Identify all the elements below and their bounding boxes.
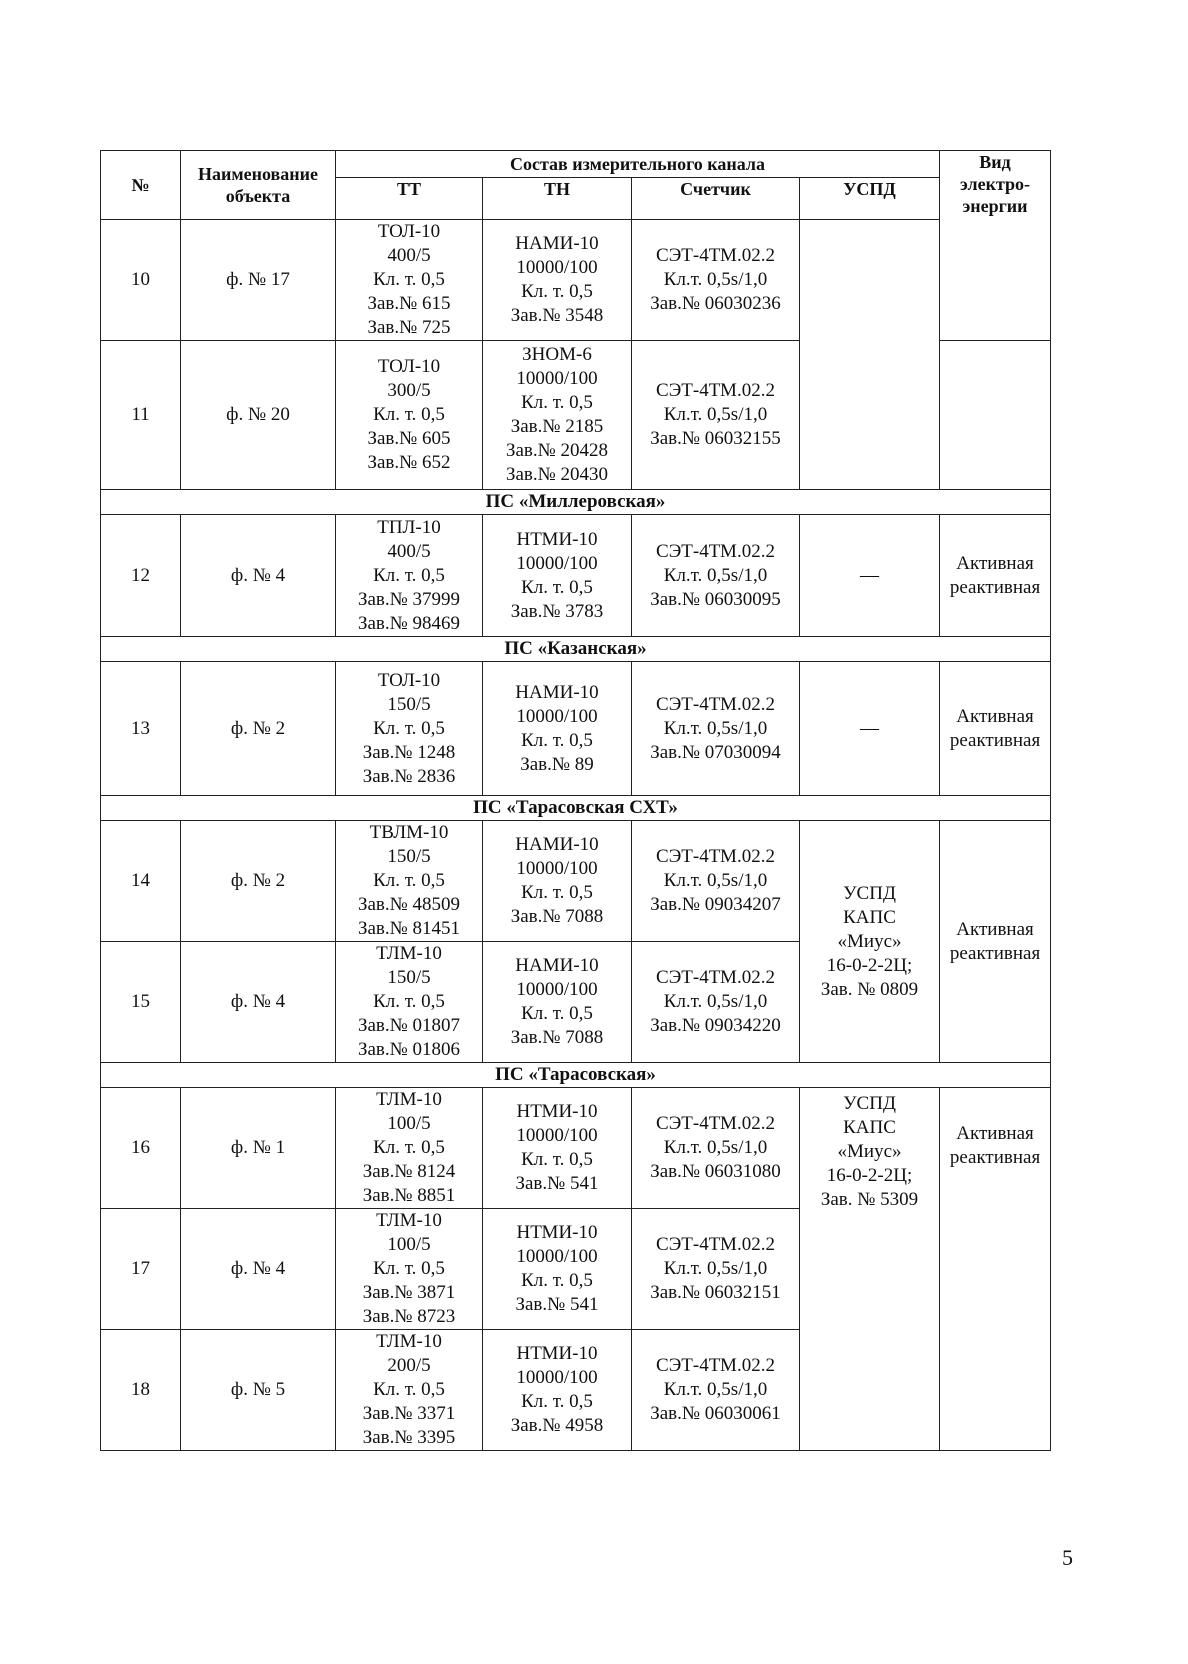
row-object: ф. № 17 — [181, 220, 336, 341]
row-energy: Активная реактивная — [940, 1088, 1051, 1451]
row-energy: Активная реактивная — [940, 515, 1051, 637]
row-meter: СЭТ-4ТМ.02.2 Кл.т. 0,5s/1,0 Зав.№ 06032155 — [632, 341, 800, 490]
row-uspd: — — [800, 662, 940, 796]
row-meter: СЭТ-4ТМ.02.2 Кл.т. 0,5s/1,0 Зав.№ 09034207 — [632, 821, 800, 942]
header-tn: ТН — [483, 178, 632, 220]
header-tt: ТТ — [336, 178, 483, 220]
group-title: ПС «Тарасовская СХТ» — [101, 796, 1051, 821]
row-num: 17 — [101, 1209, 181, 1330]
row-tn: ЗНОМ-6 10000/100 Кл. т. 0,5 Зав.№ 2185 Зав.№ 20428 Зав.№ 20430 — [483, 341, 632, 490]
measurement-channels-table — [100, 150, 1051, 1451]
row-tt: ТПЛ-10 400/5 Кл. т. 0,5 Зав.№ 37999 Зав.№ 98469 — [336, 515, 483, 637]
row-object: ф. № 4 — [181, 1209, 336, 1330]
row-tt: ТОЛ-10 400/5 Кл. т. 0,5 Зав.№ 615 Зав.№ 725 — [336, 220, 483, 341]
row-object: ф. № 2 — [181, 662, 336, 796]
row-num: 18 — [101, 1330, 181, 1451]
row-tt: ТЛМ-10 100/5 Кл. т. 0,5 Зав.№ 8124 Зав.№ 8851 — [336, 1088, 483, 1209]
row-num: 16 — [101, 1088, 181, 1209]
row-tn: НАМИ-10 10000/100 Кл. т. 0,5 Зав.№ 7088 — [483, 942, 632, 1063]
row-tn: НАМИ-10 10000/100 Кл. т. 0,5 Зав.№ 7088 — [483, 821, 632, 942]
row-meter: СЭТ-4ТМ.02.2 Кл.т. 0,5s/1,0 Зав.№ 06030236 — [632, 220, 800, 341]
row-num: 11 — [101, 341, 181, 490]
header-num: № — [101, 151, 181, 220]
header-object: Наименование объекта — [181, 151, 336, 220]
row-meter: СЭТ-4ТМ.02.2 Кл.т. 0,5s/1,0 Зав.№ 06030095 — [632, 515, 800, 637]
row-energy: Активная реактивная — [940, 662, 1051, 796]
row-uspd: УСПД КАПС «Миус» 16-0-2-2Ц; Зав. № 5309 — [800, 1088, 940, 1451]
row-meter: СЭТ-4ТМ.02.2 Кл.т. 0,5s/1,0 Зав.№ 06031080 — [632, 1088, 800, 1209]
row-tt: ТЛМ-10 200/5 Кл. т. 0,5 Зав.№ 3371 Зав.№ 3395 — [336, 1330, 483, 1451]
row-object: ф. № 5 — [181, 1330, 336, 1451]
header-channel: Состав измерительного канала — [336, 151, 940, 178]
row-object: ф. № 2 — [181, 821, 336, 942]
header-energy: Вид электро- энергии — [940, 151, 1051, 341]
row-tn: НТМИ-10 10000/100 Кл. т. 0,5 Зав.№ 3783 — [483, 515, 632, 637]
row-meter: СЭТ-4ТМ.02.2 Кл.т. 0,5s/1,0 Зав.№ 06030061 — [632, 1330, 800, 1451]
group-title: ПС «Тарасовская» — [101, 1063, 1051, 1088]
row-tn: НАМИ-10 10000/100 Кл. т. 0,5 Зав.№ 3548 — [483, 220, 632, 341]
row-uspd: — — [800, 515, 940, 637]
row-tt: ТЛМ-10 100/5 Кл. т. 0,5 Зав.№ 3871 Зав.№ 8723 — [336, 1209, 483, 1330]
row-tt: ТОЛ-10 300/5 Кл. т. 0,5 Зав.№ 605 Зав.№ 652 — [336, 341, 483, 490]
row-num: 13 — [101, 662, 181, 796]
row-tt: ТВЛМ-10 150/5 Кл. т. 0,5 Зав.№ 48509 Зав.№ 81451 — [336, 821, 483, 942]
header-uspd: УСПД — [800, 178, 940, 220]
row-object: ф. № 4 — [181, 942, 336, 1063]
row-object: ф. № 4 — [181, 515, 336, 637]
row-tn: НАМИ-10 10000/100 Кл. т. 0,5 Зав.№ 89 — [483, 662, 632, 796]
group-title: ПС «Миллеровская» — [101, 490, 1051, 515]
group-title: ПС «Казанская» — [101, 637, 1051, 662]
header-meter: Счетчик — [632, 178, 800, 220]
row-meter: СЭТ-4ТМ.02.2 Кл.т. 0,5s/1,0 Зав.№ 06032151 — [632, 1209, 800, 1330]
row-meter: СЭТ-4ТМ.02.2 Кл.т. 0,5s/1,0 Зав.№ 07030094 — [632, 662, 800, 796]
row-energy-empty — [940, 341, 1051, 490]
row-num: 14 — [101, 821, 181, 942]
page-number: 5 — [1062, 1545, 1073, 1570]
row-tt: ТЛМ-10 150/5 Кл. т. 0,5 Зав.№ 01807 Зав.№ 01806 — [336, 942, 483, 1063]
row-object: ф. № 1 — [181, 1088, 336, 1209]
row-tn: НТМИ-10 10000/100 Кл. т. 0,5 Зав.№ 541 — [483, 1088, 632, 1209]
row-uspd-empty — [800, 220, 940, 490]
row-num: 15 — [101, 942, 181, 1063]
row-object: ф. № 20 — [181, 341, 336, 490]
row-num: 10 — [101, 220, 181, 341]
row-uspd: УСПД КАПС «Миус» 16-0-2-2Ц; Зав. № 0809 — [800, 821, 940, 1063]
row-tn: НТМИ-10 10000/100 Кл. т. 0,5 Зав.№ 4958 — [483, 1330, 632, 1451]
row-meter: СЭТ-4ТМ.02.2 Кл.т. 0,5s/1,0 Зав.№ 09034220 — [632, 942, 800, 1063]
row-energy: Активная реактивная — [940, 821, 1051, 1063]
row-tt: ТОЛ-10 150/5 Кл. т. 0,5 Зав.№ 1248 Зав.№ 2836 — [336, 662, 483, 796]
row-num: 12 — [101, 515, 181, 637]
row-tn: НТМИ-10 10000/100 Кл. т. 0,5 Зав.№ 541 — [483, 1209, 632, 1330]
